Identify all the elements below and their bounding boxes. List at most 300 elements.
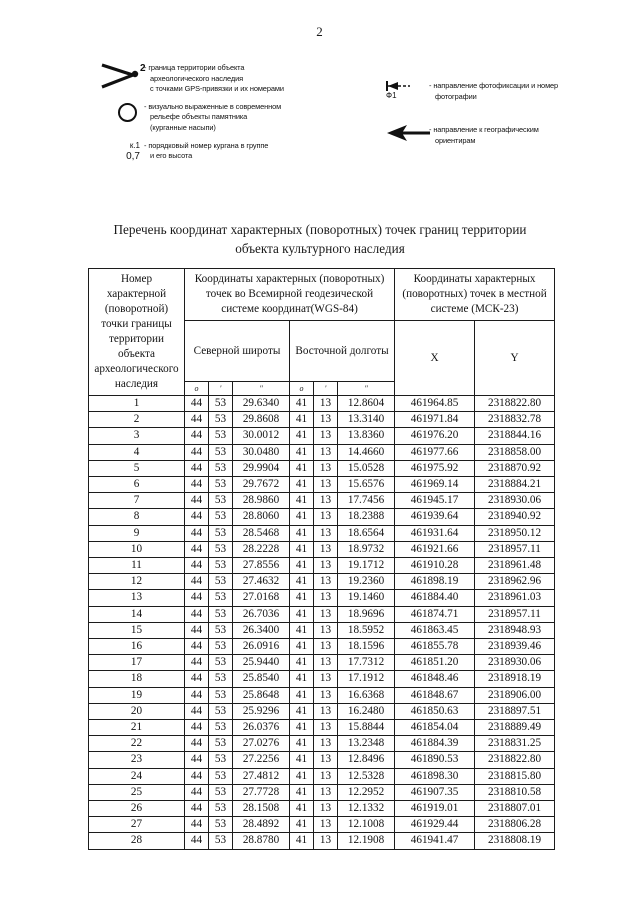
cell-point-number: 23 [89, 752, 185, 768]
cell-point-number: 8 [89, 509, 185, 525]
cell-x: 461931.64 [395, 525, 475, 541]
cell-lon-degrees: 41 [290, 574, 314, 590]
cell-y: 2318884.21 [475, 477, 555, 493]
legend-item-boundary [100, 62, 360, 95]
cell-lon-degrees: 41 [290, 444, 314, 460]
cell-lon-degrees: 41 [290, 509, 314, 525]
cell-lon-minutes: 13 [314, 768, 338, 784]
legend-line: и его высота [150, 151, 193, 161]
cell-lon-minutes: 13 [314, 687, 338, 703]
cell-lat-minutes: 53 [209, 493, 233, 509]
cell-y: 2318815.80 [475, 768, 555, 784]
cell-lat-seconds: 25.8540 [233, 671, 290, 687]
cell-lat-degrees: 44 [185, 477, 209, 493]
cell-lon-seconds: 13.3140 [338, 412, 395, 428]
cell-lon-minutes: 13 [314, 801, 338, 817]
table-row [89, 525, 555, 541]
cell-lat-seconds: 26.3400 [233, 622, 290, 638]
cell-lon-degrees: 41 [290, 606, 314, 622]
cell-x: 461977.66 [395, 444, 475, 460]
page-title [70, 220, 570, 258]
cell-y: 2318810.58 [475, 784, 555, 800]
cell-y: 2318930.06 [475, 655, 555, 671]
cell-lat-seconds: 29.7672 [233, 477, 290, 493]
cell-lat-minutes: 53 [209, 655, 233, 671]
cell-lat-seconds: 28.8060 [233, 509, 290, 525]
cell-lon-seconds: 12.8496 [338, 752, 395, 768]
cell-lat-degrees: 44 [185, 703, 209, 719]
cell-lon-seconds: 18.6564 [338, 525, 395, 541]
cell-lon-seconds: 16.6368 [338, 687, 395, 703]
cell-y: 2318961.48 [475, 558, 555, 574]
cell-lon-degrees: 41 [290, 752, 314, 768]
header-lon-minutes: ' [314, 382, 338, 396]
cell-lat-degrees: 44 [185, 396, 209, 412]
legend-column-left [100, 62, 360, 174]
photo-label: Ф1 [386, 91, 397, 100]
cell-x: 461929.44 [395, 817, 475, 833]
cell-lon-seconds: 19.1712 [338, 558, 395, 574]
cell-x: 461851.20 [395, 655, 475, 671]
cell-x: 461964.85 [395, 396, 475, 412]
header-lon-seconds: " [338, 382, 395, 396]
legend-item-kurgan-circle-text [144, 101, 281, 134]
cell-y: 2318889.49 [475, 720, 555, 736]
cell-lon-minutes: 13 [314, 817, 338, 833]
cell-lat-minutes: 53 [209, 396, 233, 412]
cell-lat-minutes: 53 [209, 444, 233, 460]
cell-point-number: 9 [89, 525, 185, 541]
cell-lat-minutes: 53 [209, 720, 233, 736]
legend-line: археологического наследия [150, 73, 244, 83]
kurgan-number-label: к.1 [129, 140, 140, 150]
cell-point-number: 11 [89, 558, 185, 574]
header-lon-degrees: о [290, 382, 314, 396]
cell-lat-degrees: 44 [185, 509, 209, 525]
cell-lon-degrees: 41 [290, 655, 314, 671]
table-row [89, 833, 555, 849]
table-row [89, 817, 555, 833]
cell-x: 461863.45 [395, 622, 475, 638]
cell-y: 2318831.25 [475, 736, 555, 752]
header-lat-seconds: " [233, 382, 290, 396]
cell-lon-minutes: 13 [314, 736, 338, 752]
cell-lat-degrees: 44 [185, 720, 209, 736]
cell-lon-seconds: 14.4660 [338, 444, 395, 460]
cell-lon-seconds: 13.8360 [338, 428, 395, 444]
cell-lat-minutes: 53 [209, 412, 233, 428]
cell-lon-seconds: 17.1912 [338, 671, 395, 687]
kurgan-number-icon [100, 140, 144, 168]
cell-y: 2318948.93 [475, 622, 555, 638]
cell-y: 2318822.80 [475, 396, 555, 412]
cell-lon-seconds: 18.2388 [338, 509, 395, 525]
cell-lon-seconds: 13.2348 [338, 736, 395, 752]
cell-lon-minutes: 13 [314, 639, 338, 655]
legend-item-photo-direction-text [429, 80, 558, 102]
table-row [89, 460, 555, 476]
cell-lon-minutes: 13 [314, 558, 338, 574]
cell-lon-degrees: 41 [290, 477, 314, 493]
legend-line: (курганные насыпи) [150, 122, 216, 132]
cell-x: 461890.53 [395, 752, 475, 768]
cell-y: 2318957.11 [475, 606, 555, 622]
cell-y: 2318961.03 [475, 590, 555, 606]
cell-point-number: 2 [89, 412, 185, 428]
cell-lon-minutes: 13 [314, 428, 338, 444]
cell-y: 2318918.19 [475, 671, 555, 687]
cell-lat-seconds: 29.8608 [233, 412, 290, 428]
cell-lat-seconds: 28.8780 [233, 833, 290, 849]
legend-line: ориентирам [435, 135, 476, 145]
cell-lat-degrees: 44 [185, 687, 209, 703]
cell-lon-seconds: 12.1908 [338, 833, 395, 849]
cell-lat-seconds: 27.7728 [233, 784, 290, 800]
cell-lon-minutes: 13 [314, 703, 338, 719]
cell-lat-seconds: 25.9296 [233, 703, 290, 719]
table-row [89, 444, 555, 460]
table-row [89, 736, 555, 752]
legend-item-geo-reference [385, 124, 635, 148]
cell-lat-minutes: 53 [209, 622, 233, 638]
cell-lat-degrees: 44 [185, 639, 209, 655]
cell-lon-minutes: 13 [314, 460, 338, 476]
cell-lat-seconds: 27.8556 [233, 558, 290, 574]
legend-item-geo-reference-text [429, 124, 539, 146]
cell-point-number: 26 [89, 801, 185, 817]
cell-y: 2318962.96 [475, 574, 555, 590]
cell-lon-degrees: 41 [290, 833, 314, 849]
cell-lat-degrees: 44 [185, 833, 209, 849]
legend-line: с точками GPS-привязки и их номерами [150, 84, 284, 94]
cell-x: 461884.40 [395, 590, 475, 606]
cell-lat-minutes: 53 [209, 639, 233, 655]
boundary-point-number: 2 [140, 63, 146, 74]
cell-x: 461971.84 [395, 412, 475, 428]
table-row [89, 428, 555, 444]
page-title-line1: Перечень координат характерных (поворотных) точек границ территории [113, 222, 527, 237]
cell-lat-degrees: 44 [185, 444, 209, 460]
cell-lon-minutes: 13 [314, 493, 338, 509]
cell-lat-minutes: 53 [209, 558, 233, 574]
legend-item-boundary-text [144, 62, 284, 95]
cell-lon-minutes: 13 [314, 396, 338, 412]
cell-y: 2318939.46 [475, 639, 555, 655]
cell-lon-minutes: 13 [314, 606, 338, 622]
cell-x: 461854.04 [395, 720, 475, 736]
cell-lat-seconds: 27.4812 [233, 768, 290, 784]
cell-lon-degrees: 41 [290, 493, 314, 509]
cell-lat-minutes: 53 [209, 477, 233, 493]
cell-point-number: 16 [89, 639, 185, 655]
table-row [89, 639, 555, 655]
photo-direction-icon [385, 80, 429, 104]
table-row [89, 493, 555, 509]
cell-lat-minutes: 53 [209, 428, 233, 444]
cell-y: 2318870.92 [475, 460, 555, 476]
cell-lon-seconds: 16.2480 [338, 703, 395, 719]
cell-lat-seconds: 26.7036 [233, 606, 290, 622]
cell-x: 461884.39 [395, 736, 475, 752]
kurgan-height-label: 0,7 [126, 150, 140, 162]
cell-lat-degrees: 44 [185, 768, 209, 784]
cell-lon-minutes: 13 [314, 412, 338, 428]
cell-point-number: 18 [89, 671, 185, 687]
legend-item-photo-direction [385, 80, 635, 104]
cell-lat-degrees: 44 [185, 817, 209, 833]
table-row [89, 752, 555, 768]
cell-point-number: 1 [89, 396, 185, 412]
cell-lat-degrees: 44 [185, 606, 209, 622]
cell-x: 461907.35 [395, 784, 475, 800]
cell-lon-degrees: 41 [290, 784, 314, 800]
cell-lon-minutes: 13 [314, 541, 338, 557]
legend-line: рельефе объекты памятника [150, 112, 248, 122]
cell-y: 2318950.12 [475, 525, 555, 541]
cell-lon-degrees: 41 [290, 703, 314, 719]
cell-y: 2318906.00 [475, 687, 555, 703]
cell-lat-seconds: 28.4892 [233, 817, 290, 833]
header-point-number: Номер характерной (поворотной) точки границы территории объекта археологического наследия [89, 269, 185, 396]
cell-lat-minutes: 53 [209, 574, 233, 590]
cell-lon-minutes: 13 [314, 477, 338, 493]
cell-lat-minutes: 53 [209, 606, 233, 622]
header-lat-degrees: о [185, 382, 209, 396]
cell-lat-degrees: 44 [185, 428, 209, 444]
cell-lat-degrees: 44 [185, 541, 209, 557]
header-wgs84: Координаты характерных (поворотных) точек во Всемирной геодезической системе координат(WGS-84) [185, 269, 395, 321]
legend-line: - граница территории объекта [144, 63, 245, 72]
table-row [89, 720, 555, 736]
cell-lon-minutes: 13 [314, 590, 338, 606]
cell-lon-minutes: 13 [314, 833, 338, 849]
cell-lat-degrees: 44 [185, 525, 209, 541]
legend-line: - направление фотофиксации и номер [429, 81, 559, 90]
table-row [89, 558, 555, 574]
cell-point-number: 17 [89, 655, 185, 671]
cell-lon-degrees: 41 [290, 558, 314, 574]
cell-lon-minutes: 13 [314, 525, 338, 541]
cell-lon-degrees: 41 [290, 801, 314, 817]
cell-lon-seconds: 12.5328 [338, 768, 395, 784]
cell-x: 461898.19 [395, 574, 475, 590]
map-legend [0, 62, 639, 192]
cell-lon-degrees: 41 [290, 412, 314, 428]
cell-lat-seconds: 26.0376 [233, 720, 290, 736]
cell-lon-seconds: 12.8604 [338, 396, 395, 412]
cell-lon-degrees: 41 [290, 525, 314, 541]
page-title-line2: объекта культурного наследия [235, 241, 405, 256]
cell-lon-minutes: 13 [314, 509, 338, 525]
cell-x: 461969.14 [395, 477, 475, 493]
cell-point-number: 12 [89, 574, 185, 590]
cell-lon-seconds: 18.1596 [338, 639, 395, 655]
cell-lat-seconds: 28.2228 [233, 541, 290, 557]
table-row [89, 687, 555, 703]
page-number: 2 [316, 24, 323, 39]
cell-x: 461919.01 [395, 801, 475, 817]
cell-y: 2318832.78 [475, 412, 555, 428]
cell-lon-minutes: 13 [314, 622, 338, 638]
header-longitude: Восточной долготы [290, 321, 395, 382]
cell-point-number: 7 [89, 493, 185, 509]
cell-point-number: 15 [89, 622, 185, 638]
cell-lat-minutes: 53 [209, 784, 233, 800]
cell-lat-degrees: 44 [185, 752, 209, 768]
legend-item-kurgan-number-text [144, 140, 268, 162]
cell-lat-seconds: 30.0480 [233, 444, 290, 460]
cell-lat-degrees: 44 [185, 493, 209, 509]
cell-x: 461975.92 [395, 460, 475, 476]
header-y: Y [475, 321, 555, 396]
legend-line: - порядковый номер кургана в группе [144, 140, 269, 150]
cell-x: 461941.47 [395, 833, 475, 849]
cell-lon-degrees: 41 [290, 671, 314, 687]
cell-y: 2318808.19 [475, 833, 555, 849]
cell-lat-minutes: 53 [209, 509, 233, 525]
cell-lon-degrees: 41 [290, 687, 314, 703]
cell-lon-degrees: 41 [290, 736, 314, 752]
coordinates-table [88, 268, 555, 850]
cell-lon-minutes: 13 [314, 574, 338, 590]
cell-x: 461848.67 [395, 687, 475, 703]
cell-lat-minutes: 53 [209, 703, 233, 719]
cell-point-number: 5 [89, 460, 185, 476]
cell-x: 461910.28 [395, 558, 475, 574]
table-row [89, 622, 555, 638]
cell-lat-seconds: 25.8648 [233, 687, 290, 703]
cell-lon-minutes: 13 [314, 784, 338, 800]
cell-lat-degrees: 44 [185, 784, 209, 800]
table-row [89, 606, 555, 622]
cell-lon-seconds: 18.5952 [338, 622, 395, 638]
cell-point-number: 6 [89, 477, 185, 493]
cell-y: 2318897.51 [475, 703, 555, 719]
header-lat-minutes: ' [209, 382, 233, 396]
cell-point-number: 10 [89, 541, 185, 557]
header-x: X [395, 321, 475, 396]
cell-x: 461850.63 [395, 703, 475, 719]
cell-x: 461976.20 [395, 428, 475, 444]
cell-point-number: 4 [89, 444, 185, 460]
cell-lat-degrees: 44 [185, 412, 209, 428]
cell-lat-seconds: 30.0012 [233, 428, 290, 444]
cell-y: 2318930.06 [475, 493, 555, 509]
cell-point-number: 25 [89, 784, 185, 800]
table-row [89, 671, 555, 687]
cell-y: 2318844.16 [475, 428, 555, 444]
cell-lat-minutes: 53 [209, 525, 233, 541]
table-row [89, 412, 555, 428]
cell-lat-degrees: 44 [185, 558, 209, 574]
cell-lat-minutes: 53 [209, 817, 233, 833]
cell-lat-degrees: 44 [185, 655, 209, 671]
cell-point-number: 28 [89, 833, 185, 849]
cell-lon-minutes: 13 [314, 752, 338, 768]
cell-point-number: 13 [89, 590, 185, 606]
cell-y: 2318957.11 [475, 541, 555, 557]
legend-line: - направление к географическим [429, 125, 539, 134]
table-row [89, 768, 555, 784]
table-row [89, 784, 555, 800]
cell-lon-degrees: 41 [290, 428, 314, 444]
cell-lat-seconds: 27.4632 [233, 574, 290, 590]
geographic-reference-arrow-icon [385, 124, 429, 148]
cell-lon-degrees: 41 [290, 590, 314, 606]
cell-lon-degrees: 41 [290, 768, 314, 784]
cell-lon-seconds: 19.2360 [338, 574, 395, 590]
cell-lat-degrees: 44 [185, 671, 209, 687]
legend-line: - визуально выраженные в современном [144, 101, 282, 111]
cell-lat-minutes: 53 [209, 590, 233, 606]
cell-point-number: 24 [89, 768, 185, 784]
table-row [89, 541, 555, 557]
cell-lat-seconds: 28.1508 [233, 801, 290, 817]
cell-lat-minutes: 53 [209, 687, 233, 703]
table-body [89, 396, 555, 850]
table-row [89, 396, 555, 412]
cell-lat-minutes: 53 [209, 833, 233, 849]
cell-lat-degrees: 44 [185, 460, 209, 476]
cell-lon-degrees: 41 [290, 622, 314, 638]
cell-lat-minutes: 53 [209, 541, 233, 557]
cell-lon-seconds: 12.2952 [338, 784, 395, 800]
cell-x: 461855.78 [395, 639, 475, 655]
cell-lat-minutes: 53 [209, 801, 233, 817]
circle-outline-icon [100, 101, 144, 125]
cell-lat-seconds: 27.0168 [233, 590, 290, 606]
cell-lat-degrees: 44 [185, 574, 209, 590]
cell-lon-degrees: 41 [290, 817, 314, 833]
cell-y: 2318858.00 [475, 444, 555, 460]
cell-x: 461898.30 [395, 768, 475, 784]
cell-lon-minutes: 13 [314, 671, 338, 687]
cell-lon-minutes: 13 [314, 655, 338, 671]
cell-lon-degrees: 41 [290, 396, 314, 412]
header-latitude: Северной широты [185, 321, 290, 382]
cell-x: 461921.66 [395, 541, 475, 557]
cell-lat-degrees: 44 [185, 736, 209, 752]
cell-lat-seconds: 29.9904 [233, 460, 290, 476]
cell-lon-minutes: 13 [314, 720, 338, 736]
cell-lon-seconds: 12.1008 [338, 817, 395, 833]
cell-lon-seconds: 18.9696 [338, 606, 395, 622]
cell-lat-seconds: 29.6340 [233, 396, 290, 412]
cell-x: 461939.64 [395, 509, 475, 525]
cell-lat-minutes: 53 [209, 671, 233, 687]
cell-lon-seconds: 18.9732 [338, 541, 395, 557]
table-row [89, 574, 555, 590]
cell-point-number: 3 [89, 428, 185, 444]
cell-lon-minutes: 13 [314, 444, 338, 460]
cell-lat-degrees: 44 [185, 590, 209, 606]
cell-lon-degrees: 41 [290, 460, 314, 476]
cell-point-number: 19 [89, 687, 185, 703]
table-row [89, 703, 555, 719]
cell-point-number: 27 [89, 817, 185, 833]
cell-y: 2318940.92 [475, 509, 555, 525]
table-row [89, 509, 555, 525]
cell-point-number: 20 [89, 703, 185, 719]
table-row [89, 590, 555, 606]
cell-point-number: 21 [89, 720, 185, 736]
table-header [89, 269, 555, 396]
cell-lat-seconds: 27.0276 [233, 736, 290, 752]
legend-item-kurgan-circle [100, 101, 360, 134]
boundary-polyline-icon [100, 62, 144, 86]
table-header-row-1 [89, 269, 555, 321]
cell-lat-degrees: 44 [185, 801, 209, 817]
